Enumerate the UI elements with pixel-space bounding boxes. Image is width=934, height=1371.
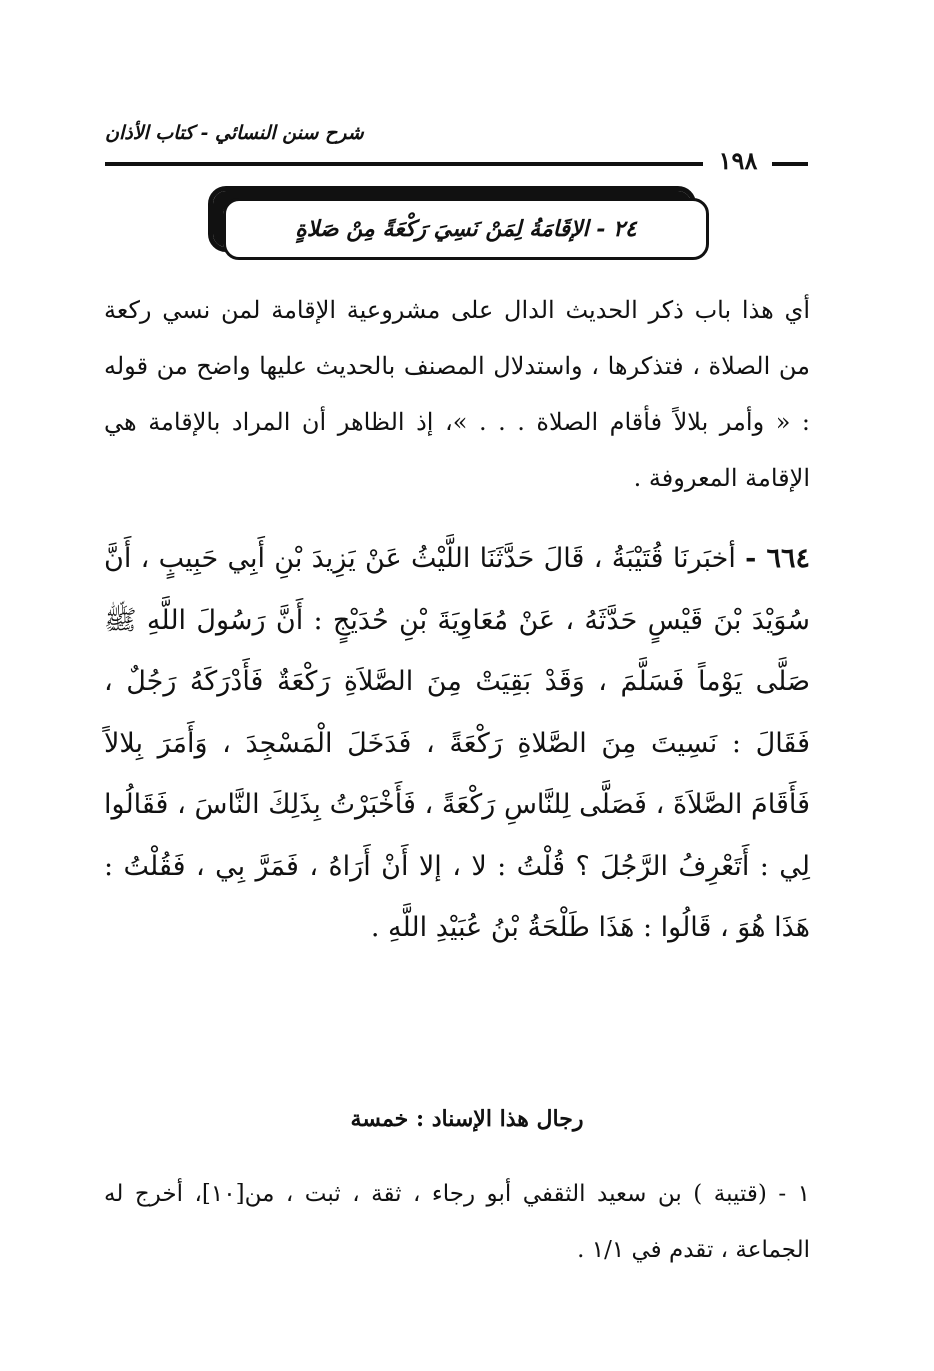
- hadith-number: ٦٦٤ -: [745, 543, 810, 574]
- chapter-title: ٢٤ - الإقَامَةُ لِمَنْ نَسِيَ رَكْعَةً مِنْ صَلاةٍ: [295, 216, 637, 242]
- hadith-paragraph: [104, 528, 810, 959]
- header-rule: [105, 162, 703, 166]
- page-number-dash: [772, 162, 808, 166]
- chapter-frame: [223, 198, 709, 260]
- page-number: ١٩٨: [718, 146, 758, 175]
- intro-paragraph: أي هذا باب ذكر الحديث الدال على مشروعية الإقامة لمن نسي ركعة من الصلاة ، فتذكرها ، واستدلال المصنف بالحديث عليها واضح من قوله : « وأمر بلالاً فأقام الصلاة . . . »، إذ الظاهر أن المراد بالإقامة هي الإقامة المعروفة .: [104, 296, 810, 492]
- narrator-entry-1: ١ - (قتيبة ) بن سعيد الثقفي أبو رجاء ، ثقة ، ثبت ، من[١٠]، أخرج له الجماعة ، تقدم في ١/١ .: [104, 1181, 810, 1263]
- narrators-heading: رجال هذا الإسناد : خمسة: [350, 1106, 584, 1132]
- running-header-title: شرح سنن النسائي - كتاب الأذان: [105, 122, 364, 144]
- hadith-text: أخبَرنَا قُتَيْبَةُ ، قَالَ حَدَّثَنَا اللَّيْثُ عَنْ يَزِيدَ بْنِ أَبِي حَبِيبٍ ، أَنَّ سُوَيْدَ بْنَ قَيْسٍ حَدَّثَهُ ، عَنْ مُعَاوِيَةَ بْنِ حُدَيْجٍ : أَنَّ رَسُولَ اللَّهِ ﷺ صَلَّى يَوْماً فَسَلَّمَ ، وَقَدْ بَقِيَتْ مِنَ الصَّلاَةِ رَكْعَةٌ فَأَدْرَكَهُ رَجُلٌ ، فَقَالَ : نَسِيتَ مِنَ الصَّلاةِ رَكْعَةً ، فَدَخَلَ الْمَسْجِدَ ، وَأَمَرَ بِلالاً فَأَقَامَ الصَّلاَةَ ، فَصَلَّى لِلنَّاسِ رَكْعَةً ، فَأَخْبَرْتُ بِذَلِكَ النَّاسَ ، فَقَالُوا لِي : أَتَعْرِفُ الرَّجُلَ ؟ قُلْتُ : لا ، إلا أَنْ أَرَاهُ ، فَمَرَّ بِي ، فَقُلْتُ : هَذَا هُوَ ، قَالُوا : هَذَا طَلْحَةُ بْنُ عُبَيْدِ اللَّهِ .: [104, 543, 810, 943]
